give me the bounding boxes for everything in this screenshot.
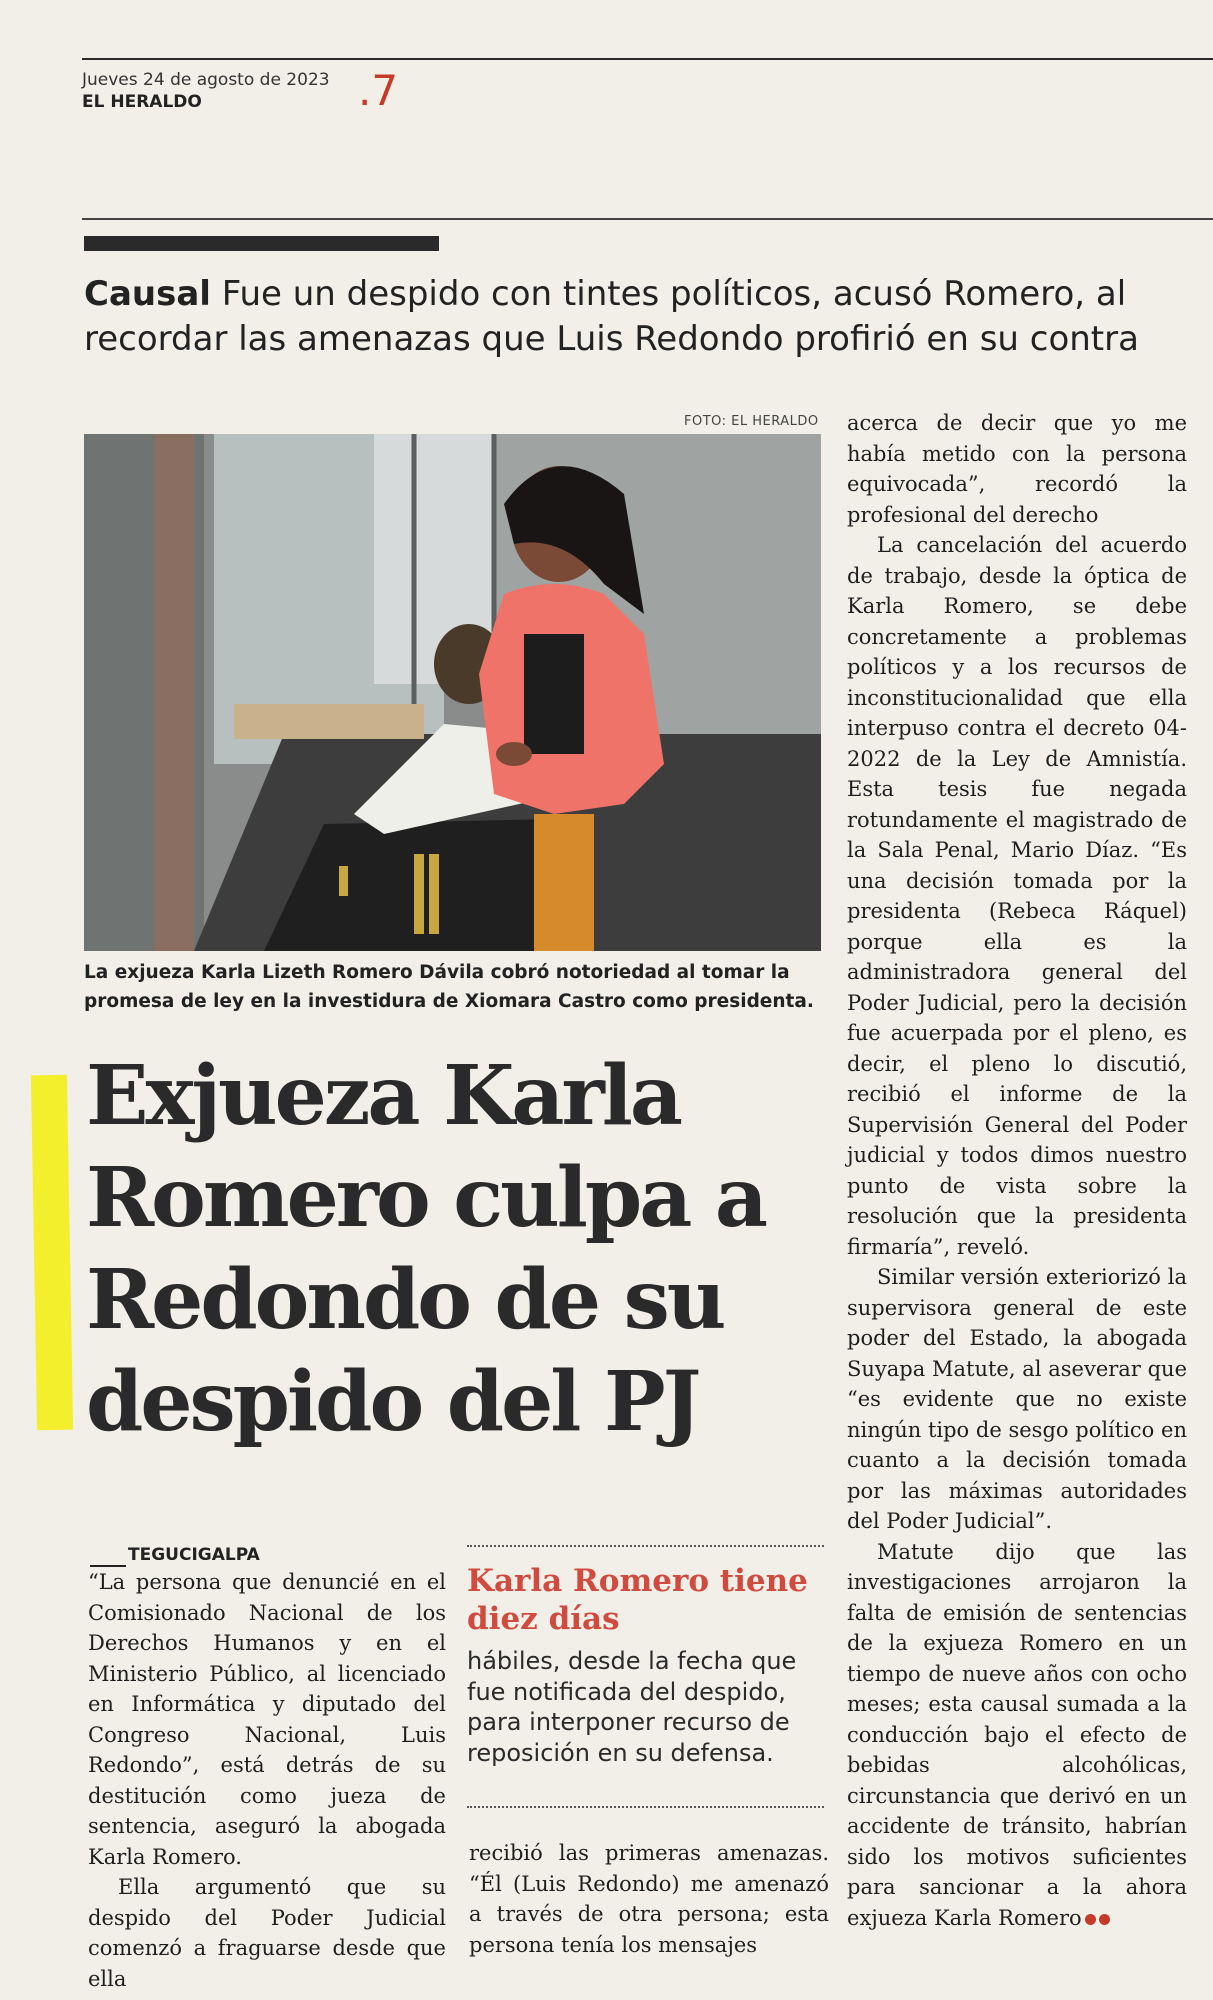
news-photo xyxy=(84,434,821,951)
page-number: .7 xyxy=(358,66,399,115)
paragraph: recibió las primeras amenazas. “Él (Luis Redondo) me amenazó a través de otra persona; esta persona tenía los mensajes xyxy=(469,1841,829,1957)
end-mark-icon xyxy=(1099,1914,1110,1925)
paragraph: “La persona que denuncié en el Comisionado Nacional de los Derechos Humanos y en el Ministerio Público, al licenciado en Informática y diputado del Congreso Nacional, Luis Redondo”, está detrás de su destitución como jueza de sentencia, aseguró la abogada Karla Romero. xyxy=(88,1570,446,1869)
dateline: TEGUCIGALPA xyxy=(128,1545,260,1565)
paragraph-text: Matute dijo que las investigaciones arrojaron la falta de emisión de sentencias de la exjueza Romero en un tiempo de nueve años con ocho meses; esta causal sumada a la conducción bajo el efecto de bebidas alcohólicas, circunstancia que derivó en un accidente de tránsito, habrían sido los motivos suficientes para sancionar a la ahora exjueza Karla Romero xyxy=(847,1539,1187,1930)
issue-date: Jueves 24 de agosto de 2023 xyxy=(82,70,330,90)
paragraph xyxy=(847,1537,1187,1934)
newspaper-name: EL HERALDO xyxy=(82,92,202,112)
kicker-label: Causal xyxy=(84,274,211,314)
box-top-rule xyxy=(467,1545,824,1547)
kicker-text: Fue un despido con tintes políticos, acusó Romero, al recordar las amenazas que Luis Redondo profirió en su contra xyxy=(84,274,1139,359)
body-column-3 xyxy=(847,408,1187,1933)
paragraph: acerca de decir que yo me había metido con la persona equivocada”, recordó la profesional del derecho xyxy=(847,411,1187,527)
headline-line-3: Redondo de su xyxy=(86,1252,724,1348)
paragraph: La cancelación del acuerdo de trabajo, desde la óptica de Karla Romero, se debe concretamente a problemas políticos y a los recursos de inconstitucionalidad que ella interpuso contra el decreto 04-2022 de la Ley de Amnistía. Esta tesis fue negada rotundamente el magistrado de la Sala Penal, Mario Díaz. “Es una decisión tomada por la presidenta (Rebeca Ráquel) porque ella es la administradora general del Poder Judicial, pero la decisión fue acuerpada por el pleno, es decir, el pleno lo discutió, recibió el informe de la Supervisión General del Poder judicial y todos dimos nuestro punto de vista sobre la resolución que la presidenta firmaría”, reveló. xyxy=(847,533,1187,1259)
kicker xyxy=(84,272,1194,362)
highlighter-mark xyxy=(31,1075,73,1431)
photo-credit: FOTO: EL HERALDO xyxy=(684,414,819,429)
paragraph: Similar versión exteriorizó la supervisora general de este poder del Estado, la abogada Suyapa Matute, al aseverar que “es evidente que no existe ningún tipo de sesgo político en cuanto a la decisión tomada por las máximas autoridades del Poder Judicial”. xyxy=(847,1265,1187,1533)
header-rule xyxy=(82,58,1213,60)
headline xyxy=(86,1045,846,1453)
paragraph: Ella argumentó que su despido del Poder Judicial comenzó a fraguarse desde que ella xyxy=(88,1875,446,1991)
photo-illustration xyxy=(84,434,821,951)
end-mark-icon xyxy=(1085,1914,1096,1925)
kicker-bar xyxy=(84,236,439,251)
box-bottom-rule xyxy=(467,1806,824,1808)
box-text: hábiles, desde la fecha que fue notificada del despido, para interponer recurso de reposición en su defensa. xyxy=(467,1647,797,1767)
headline-line-1: Exjueza Karla xyxy=(86,1048,680,1144)
body-column-2 xyxy=(469,1838,829,1960)
headline-line-4: despido del PJ xyxy=(86,1354,699,1450)
box-title: Karla Romero tiene diez días xyxy=(467,1563,808,1637)
photo-caption: La exjueza Karla Lizeth Romero Dávila cobró notoriedad al tomar la promesa de ley en la investidura de Xiomara Castro como presidenta. xyxy=(84,962,814,1012)
body-column-1 xyxy=(88,1567,446,1994)
section-rule xyxy=(82,218,1213,220)
headline-line-2: Romero culpa a xyxy=(86,1150,766,1246)
